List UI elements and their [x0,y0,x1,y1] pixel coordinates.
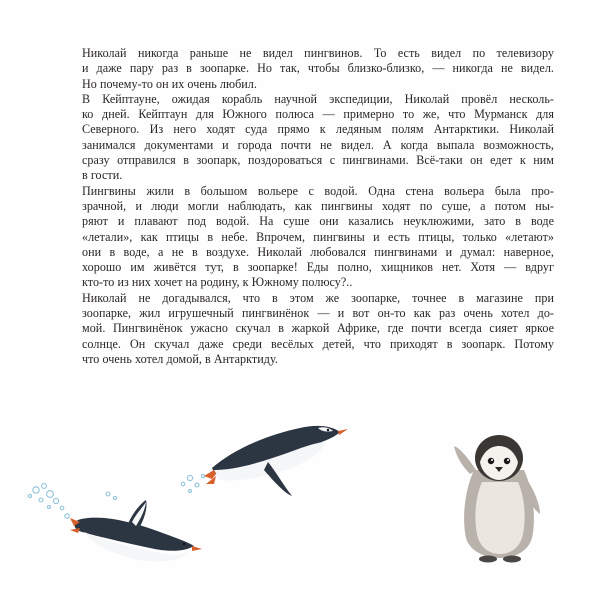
paragraph [64,92,554,184]
text-line: Северного. Из него ходят суда прямо к ледяным полям Антарктики. Николай [82,122,554,137]
paragraph [64,46,554,92]
swimming-penguin-right [204,426,348,496]
text-line: В Кейптауне, ожидая корабль научной экспедиции, Николай провёл несколь- [82,91,554,106]
text-line: Николай не догадывался, что в этом же зоопарке, точнее в магазине при [82,290,554,305]
swimming-penguin-left [70,500,202,562]
penguin-chick [454,435,540,563]
text-line: занимался документами и города почти не видел. А когда выпала возможность, [82,137,554,152]
text-line: зоопарке, жил игрушечный пингвинёнок — и вот он-то как раз очень хотел до- [82,306,554,321]
text-line: хорошо им живётся тут, в зоопарке! Еды полно, хищников нет. Хотя — вдруг [82,260,554,275]
text-line: зрачной, и люди могли наблюдать, как пингвины ходят по суше, а потом ны- [82,198,554,213]
text-line: Пингвины жили в большом вольере с водой. Одна стена вольера была про- [82,183,554,198]
paragraph [64,184,554,291]
text-line: Николай никогда раньше не видел пингвинов. То есть видел по телевизору [82,46,554,60]
text-line: ко дней. Кейптаун для Южного полюса — примерно то же, что Мурманск для [82,107,554,122]
text-line: в гости. [82,168,123,183]
text-line: мой. Пингвинёнок ужасно скучал в жаркой Африке, где почти всегда сияет яркое [82,321,554,336]
text-line: они в воде, а не в воздухе. Николай любовался пингвинами и думал: наверное, [82,244,554,259]
story-text [64,46,554,367]
text-line: Но почему-то он их очень любил. [82,76,257,91]
penguin-illustration [0,380,589,589]
paragraph [64,291,554,367]
text-line: кто-то из них хочет на родину, к Южному полюсу?.. [82,275,353,290]
text-line: и даже пару раз в зоопарке. Но так, чтобы близко-близко, — никогда не видел. [82,61,554,76]
text-line: что очень хотел домой, в Антарктиду. [82,351,278,366]
text-line: «летали», как птицы в небе. Впрочем, пингвины и есть птицы, только «летают» [82,229,554,244]
text-line: сразу отправился в зоопарк, поздороваться с пингвинами. Всё-таки он едет к ним [82,153,554,168]
text-line: ряют и плавают под водой. На суше они казались неуклюжими, зато в воде [82,214,554,229]
water-bubbles [28,474,204,518]
text-line: солнце. Он скучал даже среди весёлых детей, что приходят в зоопарк. Потому [82,336,554,351]
